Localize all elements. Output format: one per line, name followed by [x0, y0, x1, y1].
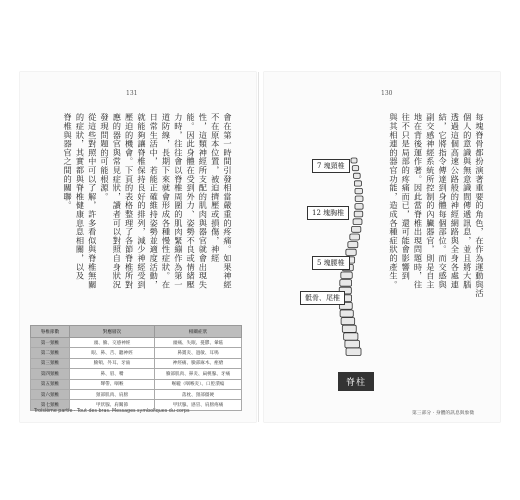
text-column: 能。因此身體在受到外力、姿勢不良或情緒壓: [186, 113, 197, 289]
text-column: 壓迫的機會。下頁的表格整理了各節脊椎所對: [124, 113, 135, 289]
text-column: 副交感神經系統所控制的內臟器官，則是自主: [425, 113, 436, 289]
spine-label-lumbar: 5 塊腰椎: [312, 256, 350, 270]
table-row: [31, 358, 242, 368]
vertebra-icon: [355, 188, 362, 193]
vertebra-icon: [353, 219, 362, 225]
text-column: 道防線，長期下來就會形成各種慢性症狀。在: [161, 113, 172, 289]
vertebra-icon: [354, 181, 361, 186]
text-column: 地在背後運作著。因此當脊椎出現問題時，往: [413, 113, 424, 289]
text-column: 往不只是局部的疼痛而已，還可能會影響到: [401, 113, 412, 281]
vertebra-icon: [354, 211, 363, 217]
table-cell: 第七頸椎: [31, 400, 70, 410]
vertebra-icon: [340, 280, 352, 287]
text-column: 從這些對照中可以了解，許多看似與脊椎無關: [87, 113, 98, 289]
text-column: 應的器官與常見症狀，讀者可以對照自身狀況: [112, 113, 123, 289]
page-number-right: 130: [381, 90, 393, 97]
vertebra-icon: [355, 204, 363, 210]
table-cell: 臉部肌肉、鼻炎、扁桃腺、牙痛: [155, 369, 242, 379]
book-gutter: [258, 72, 259, 422]
left-footer: Troisième partie · Tout des bras. Messages symboliques du corps: [34, 409, 190, 414]
text-column: 結，它將指令傳達到身體每個部位。而交感與: [438, 113, 449, 289]
table-cell: 聲帶、咽喉: [70, 379, 155, 389]
right-body-text: [371, 113, 486, 359]
text-column: 個人的意識與無意識間傳遞訊息，並且將大腦: [462, 113, 473, 289]
left-body-text: [42, 113, 234, 309]
vertebra-icon: [355, 196, 363, 202]
vertebra-icon: [346, 348, 361, 356]
table-cell: 第一頸椎: [31, 338, 70, 348]
text-column: 脊椎與器官之間的關聯。: [63, 113, 74, 210]
table-cell: 神經痛、臉部麻木、痤瘡: [155, 358, 242, 368]
text-column: 就能夠讓脊椎保持良好的排列，減少神經受到: [136, 113, 147, 289]
spine-caption: 脊柱: [338, 372, 374, 391]
vertebra-icon: [352, 226, 361, 232]
right-footer: 第三部分 · 身體的訊息與象徵: [412, 411, 475, 416]
page-number-left: 131: [126, 90, 138, 97]
table-row: [31, 369, 242, 379]
table-cell: 第五頸椎: [31, 379, 70, 389]
vertebra-icon: [348, 242, 358, 248]
text-column: 性，這類神經所支配的肌肉與器官就會出現失: [198, 113, 209, 289]
spine-symptom-table: [30, 325, 242, 411]
table-cell: 喉嚨（咽喉炎）、口腔潰瘍: [155, 379, 242, 389]
text-column: 會在第一時間引發相當嚴重的疼痛。如果神經: [223, 113, 233, 289]
vertebra-icon: [351, 158, 357, 163]
table-header: 對應層次: [70, 326, 155, 338]
table-cell: 頸部肌肉、肩膀: [70, 389, 155, 399]
table-cell: 第六頸椎: [31, 389, 70, 399]
table-row: [31, 379, 242, 389]
vertebra-icon: [344, 333, 358, 340]
text-column: 不在原本位置，被迫擠壓或損傷，神經: [210, 113, 221, 263]
text-column: 發現問題的可能根源。: [100, 113, 111, 201]
text-column: 與其相連的器官功能，造成各種症狀的產生。: [388, 113, 399, 289]
vertebra-icon: [350, 234, 360, 240]
text-column: 的症狀，其實都與脊椎健康息息相關，以及: [75, 113, 86, 281]
table-row: [31, 338, 242, 348]
table-header: 脊椎節數: [31, 326, 70, 338]
text-column: 日常生活中，若能正確維持姿勢並適度活動，: [149, 113, 160, 289]
spine-label-cervical: 7 塊頸椎: [312, 159, 350, 173]
text-column: 力時，往往會以脊椎周圍的肌肉緊繃作為第一: [173, 113, 184, 289]
table-header-row: [31, 326, 242, 338]
vertebra-icon: [345, 340, 360, 347]
table-row: [31, 389, 242, 399]
spine-label-sacrum: 骶骨、尾椎: [300, 291, 345, 305]
text-column: 透過這個高速公路般的神經網路與全身各處連: [450, 113, 461, 289]
vertebra-icon: [346, 249, 356, 255]
table-header: 相關症狀: [155, 326, 242, 338]
vertebra-icon: [352, 166, 358, 171]
text-column: 每塊脊骨都扮演著重要的角色，在作為運動與活: [475, 113, 485, 298]
table-cell: 落枕、頸部僵硬: [155, 389, 242, 399]
table-cell: 甲狀腺、感冒、肩膀疼痛: [155, 400, 242, 410]
vertebra-icon: [353, 173, 360, 178]
table-cell: 臉頰、外耳、牙齒: [70, 358, 155, 368]
left-page: [20, 72, 256, 422]
table-cell: 第三頸椎: [31, 358, 70, 368]
table-cell: 第二頸椎: [31, 348, 70, 358]
spine-label-thoracic: 12 塊胸椎: [307, 206, 349, 220]
table-cell: 眼、鼻、舌、聽神經: [70, 348, 155, 358]
vertebra-icon: [341, 318, 355, 325]
table-cell: 鼻竇炎、過敏、耳鳴: [155, 348, 242, 358]
vertebra-icon: [340, 310, 353, 317]
table-row: [31, 348, 242, 358]
table-cell: 頭、臉、交感神經: [70, 338, 155, 348]
vertebra-icon: [342, 325, 356, 332]
table-cell: 甲狀腺、肩關節: [70, 400, 155, 410]
table-cell: 第四頸椎: [31, 369, 70, 379]
right-page: [264, 72, 500, 422]
vertebra-icon: [341, 272, 352, 279]
table-cell: 鼻、唇、嘴: [70, 369, 155, 379]
table-cell: 頭痛、失眠、憂鬱、暈眩: [155, 338, 242, 348]
